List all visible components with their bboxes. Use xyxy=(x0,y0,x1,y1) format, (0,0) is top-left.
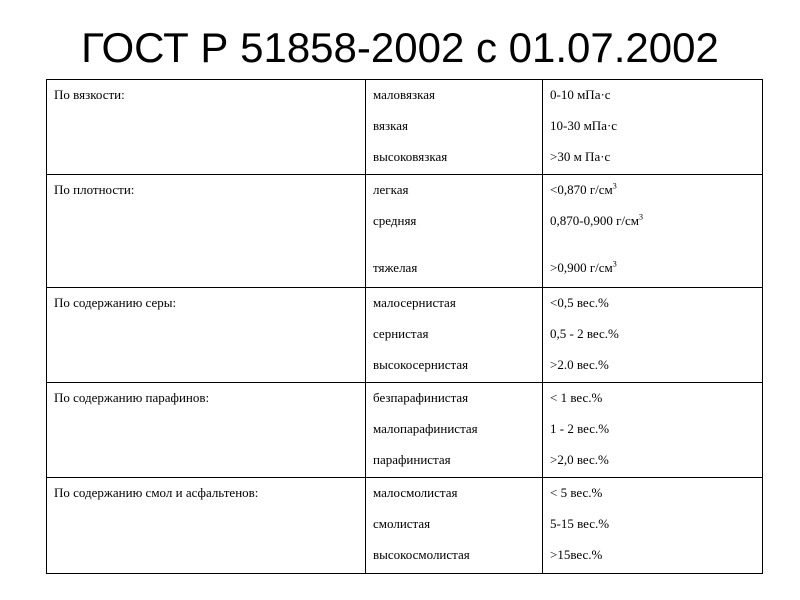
class-name: высокосмолистая xyxy=(373,547,470,563)
range-cell xyxy=(543,175,763,287)
class-cell xyxy=(366,383,543,478)
class-name: высоковязкая xyxy=(373,149,448,164)
range-value: 0-10 мПа·с xyxy=(550,87,611,102)
class-name: смолистая xyxy=(373,516,431,532)
class-cell xyxy=(366,175,543,287)
range-cell xyxy=(543,383,763,478)
table-row xyxy=(47,383,763,478)
range-cell xyxy=(543,478,763,574)
class-cell xyxy=(366,287,543,382)
range-cell xyxy=(543,287,763,382)
range-value: 10-30 мПа·с xyxy=(550,118,618,133)
table-row xyxy=(47,175,763,287)
classification-table xyxy=(46,79,763,574)
table-row xyxy=(47,80,763,175)
table-row xyxy=(47,478,763,574)
range-value: <0,870 $г/см^3$ xyxy=(550,182,617,198)
class-name: легкая xyxy=(373,182,409,198)
table-row xyxy=(47,287,763,382)
criterion-label: По вязкости: xyxy=(54,87,125,102)
criterion-cell xyxy=(47,287,366,382)
range-value: >15вес.% xyxy=(550,547,603,563)
unit-exponent: 3 xyxy=(612,260,617,270)
class-name: средняя xyxy=(373,213,417,229)
criterion-cell xyxy=(47,80,366,175)
criterion-label: По содержанию парафинов: xyxy=(54,390,210,406)
criterion-cell xyxy=(47,175,366,287)
range-value: < 1 вес.% xyxy=(550,390,603,406)
range-value: >2.0 вес.% xyxy=(550,356,609,372)
range-value: < 5 вес.% xyxy=(550,485,603,501)
criterion-label: По содержанию смол и асфальтенов: xyxy=(54,485,259,501)
range-value: >0,900 $г/см^3$ xyxy=(550,260,617,276)
range-value: 0,870-0,900 $г/см^3$ xyxy=(550,213,644,229)
page-title: ГОСТ Р 51858-2002 с 01.07.2002 xyxy=(81,24,719,71)
unit-exponent: 3 xyxy=(639,213,644,223)
class-name: малопарафинистая xyxy=(373,421,478,437)
class-name: маловязкая xyxy=(373,87,435,102)
criterion-label: По содержанию серы: xyxy=(54,294,177,310)
criterion-cell xyxy=(47,383,366,478)
range-value: 1 - 2 вес.% xyxy=(550,421,610,437)
range-value: 0,5 - 2 вес.% xyxy=(550,325,619,341)
class-name: малосернистая xyxy=(373,294,456,310)
range-value: >30 м Па·с xyxy=(550,149,611,164)
class-name: высокосернистая xyxy=(373,356,469,372)
range-value: >2,0 вес.% xyxy=(550,452,609,468)
unit-exponent: 3 xyxy=(612,182,617,192)
range-value: <0,5 вес.% xyxy=(550,294,609,310)
criterion-cell xyxy=(47,478,366,574)
class-name: вязкая xyxy=(373,118,408,133)
class-name: парафинистая xyxy=(373,452,451,468)
range-value: 5-15 вес.% xyxy=(550,516,610,532)
criterion-label: По плотности: xyxy=(54,182,135,198)
range-cell xyxy=(543,80,763,175)
class-name: тяжелая xyxy=(373,260,418,276)
class-cell xyxy=(366,80,543,175)
class-cell xyxy=(366,478,543,574)
class-name: безпарафинистая xyxy=(373,390,469,406)
class-name: малосмолистая xyxy=(373,485,458,501)
class-name: сернистая xyxy=(373,325,429,341)
